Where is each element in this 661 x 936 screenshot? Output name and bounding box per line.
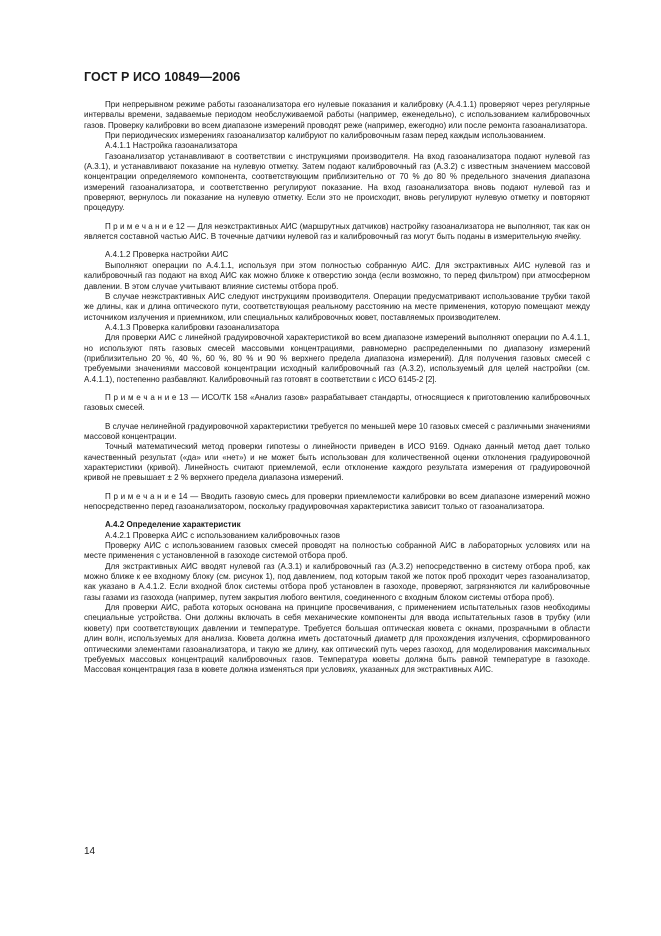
paragraph: Газоанализатор устанавливают в соответствии с инструкциями производителя. На вход газоанализатора подают нулевой газ (А.3.1), и устанавливают показание на нулевую отметку. Затем подают калибровочный газ (А.3.2) с известным значением массовой концентрации определяемого компонента, соответствующим приблизительно от 70 % до 80 % предельного значения диапазона измерений газоанализатора, и соответственно регулируют показание. На вход газоанализатора вновь подают нулевой газ и проверяют, вернулось ли показание на нулевую отметку. Если это не происходит, вновь регулируют нулевую отметку и повторяют процедуру. (84, 151, 590, 213)
note-text: — ИСО/ТК 158 «Анализ газов» разрабатывает стандарты, относящиеся к приготовлению калибровочных газовых смесей. (84, 392, 590, 413)
note-text: — Вводить газовую смесь для проверки приемлемости калибровки во всем диапазоне измерений можно непосредственно перед газоанализатором, поскольку градуировочная характеристика зависит только от газоанализатора. (84, 491, 590, 512)
clause-heading: А.4.2.1 Проверка АИС с использованием калибровочных газов (105, 530, 341, 540)
paragraph: При непрерывном режиме работы газоанализатора его нулевые показания и калибровку (А.4.1.1) проверяют через регулярные интервалы времени, задаваемые периодом необслуживаемой работы (например, еженедельно), с использованием калибровочных газов. Проверку калибровки во всем диапазоне измерений проводят реже (например, ежегодно) или после ремонта газоанализатора. (84, 100, 590, 130)
paragraph: Выполняют операции по А.4.1.1, используя при этом полностью собранную АИС. Для экстрактивных АИС нулевой газ и калибровочный газ подают на вход АИС как можно ближе к отверстию зонда (если возможно, то перед фильтром) при атмосферном давлении. В этом случае учитывают влияние системы отбора проб. (84, 260, 590, 291)
paragraph: Для экстрактивных АИС вводят нулевой газ (А.3.1) и калибровочный газ (А.3.2) непосредственно в систему отбора проб, как можно ближе к ее входному блоку (см. рисунок 1), под давлением, под которым такой же поток проб проходит через газоанализатор, как указано в А.4.1.2. Если входной блок системы отбора проб установлен в газоходе, проверяют, загрязняются ли калибровочные газы газами из газохода (например, путем закрытия любого вентиля, соединенного с входным блоком системы отбора проб). (84, 561, 590, 602)
paragraph: Проверку АИС с использованием газовых смесей проводят на полностью собранной АИС в лабораторных условиях или на месте применения с установленной в газоходе системой отбора проб. (84, 541, 590, 561)
note-label: П р и м е ч а н и е 14 (105, 491, 188, 501)
paragraph: Для проверки АИС, работа которых основана на принципе просвечивания, с применением испытательных газов необходимы специальные устройства. Они должны включать в себя механические компоненты для ввода испытательных газов в трубку (или кювету) при соответствующих давлении и температуре. Требуется большая оптическая кювета с окнами, прозрачными в области длин волн, используемых для анализа. Кювета должна иметь достаточный диаметр для прохождения излучения, сформированного оптическими элементами газоанализатора, и такую же длину, как оптический путь через газоход, для моделирования максимальных требуемых массовых концентраций калибровочных газов. Температура кюветы должна быть равной температуре в газоходе. Массовая концентрация газа в кювете должна изменяться при условиях, указанных для экстрактивных АИС. (84, 603, 590, 675)
paragraph: Точный математический метод проверки гипотезы о линейности приведен в ИСО 9169. Однако данный метод дает только качественный результат («да» или «нет») и не может быть использован для количественной оценки отклонения градуировочной характеристики (кривой). Линейность считают приемлемой, если отклонение каждого результата измерения от градуировочной кривой не превышает ± 2 % верхнего предела диапазона измерений. (84, 442, 590, 483)
note-14 (84, 492, 590, 513)
document-body (84, 100, 590, 676)
note-text: — Для неэкстрактивных АИС (маршрутных датчиков) настройку газоанализатора не выполняют, так как он является составной частью АИС. В точечные датчики нулевой газ и калибровочный газ могут быть поданы в измерительную ячейку. (84, 221, 590, 242)
page-number: 14 (84, 846, 96, 857)
paragraph: При периодических измерениях газоанализатор калибруют по калибровочным газам перед каждым использованием. (105, 131, 546, 141)
paragraph: В случае неэкстрактивных АИС следуют инструкциям производителя. Операции предусматривают использование трубки такой же длины, как и длина оптического пути, соответствующая реальному расстоянию на месте применения, которую помещают между источником излучения и приемником, или специальных калибровочных кювет, поставляемых производителем. (84, 291, 590, 322)
standard-title: ГОСТ Р ИСО 10849—2006 (84, 70, 241, 84)
clause-heading: А.4.1.1 Настройка газоанализатора (105, 141, 238, 151)
note-label: П р и м е ч а н и е 12 (105, 221, 185, 231)
note-13 (84, 393, 590, 414)
paragraph: Для проверки АИС с линейной градуировочной характеристикой во всем диапазоне измерений выполняют операции по А.4.1.1, но используют пять газовых смесей массовыми концентрациями, равномерно распределенными по диапазону измерений (приблизительно 20 %, 40 %, 60 %, 80 % и 90 % верхнего предела диапазона измерений). Для получения газовых смесей с требуемыми значениями массовой концентрации исходный калибровочный газ (А.3.2), используемый для целей настройки (см. А.4.1.1), постепенно разбавляют. Калибровочный газ готовят в соответствии с ИСО 6145-2 [2]. (84, 333, 590, 384)
clause-heading: А.4.1.3 Проверка калибровки газоанализатора (105, 322, 280, 332)
note-label: П р и м е ч а н и е 13 (105, 392, 189, 402)
clause-heading: А.4.1.2 Проверка настройки АИС (105, 250, 229, 260)
section-heading: А.4.2 Определение характеристик (105, 520, 241, 530)
note-12 (84, 222, 590, 243)
paragraph: В случае нелинейной градуировочной характеристики требуется по меньшей мере 10 газовых смесей с различными значениями массовой концентрации. (84, 421, 590, 441)
